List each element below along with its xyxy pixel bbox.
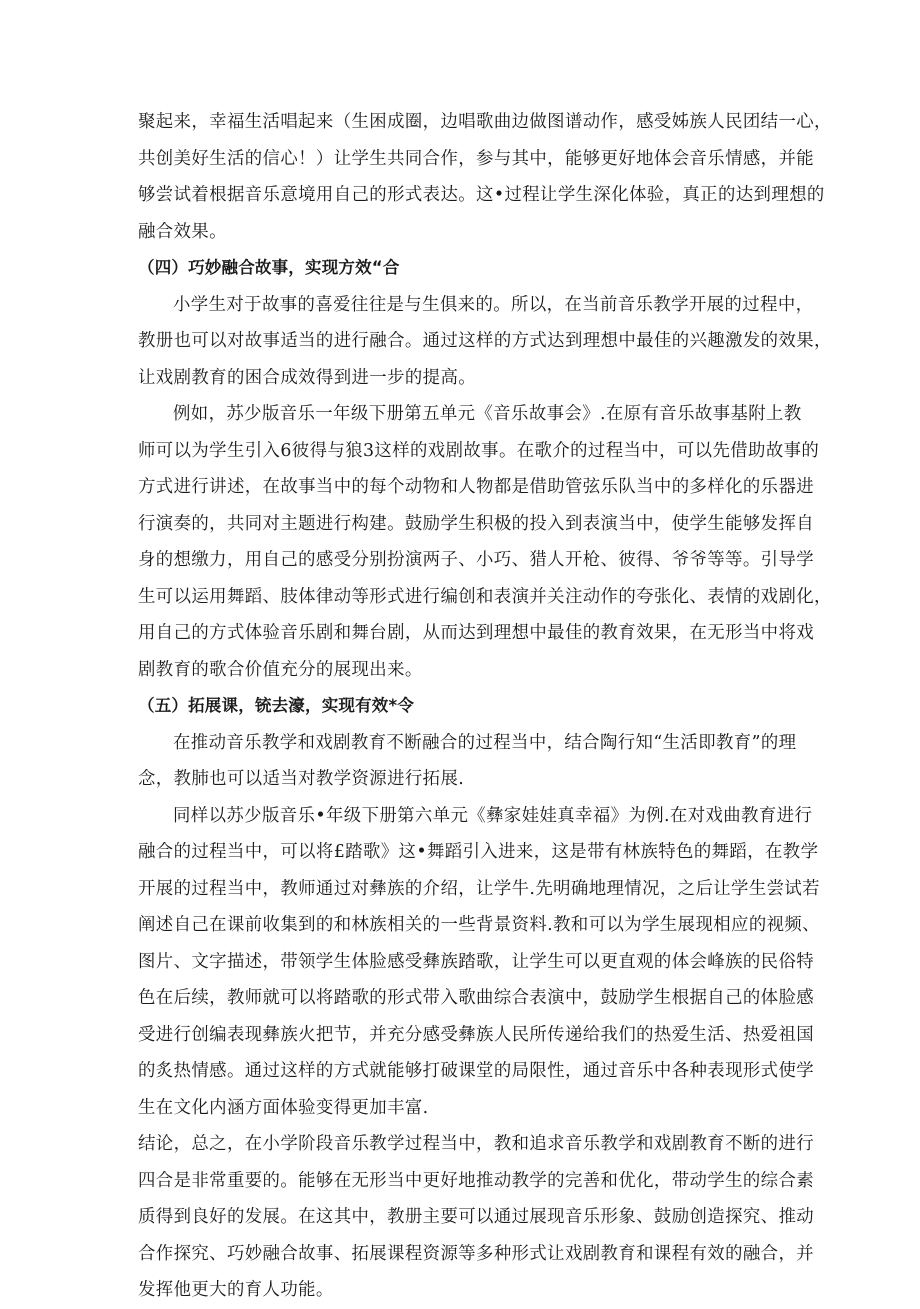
paragraph-line: 生在文化内涵方面体验变得更加丰富. [138, 1097, 429, 1118]
paragraph-6 [138, 1126, 815, 1309]
paragraph-line: 的炙热情感。通过这样的方式就能够打破课堂的局限性，通过音乐中各种表现形式使学 [138, 1061, 815, 1081]
paragraph-line: 教册也可以对故事适当的进行融合。通过这样的方式达到理想中最佳的兴趣激发的效果， [138, 331, 832, 351]
paragraph-line: 念，教肺也可以适当对教学资源进行拓展. [138, 769, 465, 789]
paragraph-line: 色在后续，教师就可以将踏歌的形式带入歌曲综合表演中，鼓励学生根据自己的体脸感 [138, 988, 815, 1008]
paragraph-line: 行演奏的，共同对主题进行构建。鼓励学生积极的投入到表演当中，使学生能够发挥自 [138, 513, 815, 534]
paragraph-line: 剧教育的歌合价值充分的展现出来。 [138, 659, 423, 680]
paragraph-line: 生可以运用舞蹈、肢体律动等形式进行编创和表演并关注动作的夸张化、表情的戏剧化， [138, 586, 832, 607]
paragraph-4 [138, 725, 797, 798]
paragraph-line: 例如，苏少版音乐一年级下册第五单元《音乐故事会》.在原有音乐故事基附上教 [173, 404, 802, 424]
paragraph-line: 质得到良好的发展。在这其中，教册主要可以通过展现音乐形象、鼓励创造探究、推动 [138, 1207, 815, 1227]
paragraph-2 [138, 287, 832, 397]
paragraph-line: 在推动音乐教学和戏剧教育不断融合的过程当中，结合陶行知“生活即教育”的理 [173, 732, 797, 753]
paragraph-line: 用自己的方式体验音乐剧和舞台剧，从而达到理想中最佳的教育效果，在无形当中将戏 [138, 623, 815, 643]
paragraph-5 [138, 798, 820, 1127]
paragraph-line: 方式进行讲述，在故事当中的每个动物和人物都是借助管弦乐队当中的多样化的乐器进 [138, 477, 815, 497]
paragraph-line: 师可以为学生引入6彼得与狼3这样的戏剧故事。在歌介的过程当中，可以先借助故事的 [138, 440, 820, 461]
paragraph-line: 开展的过程当中，教师通过对彝族的介绍，让学牛.先明确地理情况，之后让学生尝试若 [138, 878, 820, 899]
paragraph-line: 受进行创编表现彝族火把节，并充分感受彝族人民所传递给我们的热爱生活、热爱祖国 [138, 1024, 815, 1045]
paragraph-line: 结论，总之，在小学阶段音乐教学过程当中，教和追求音乐教学和戏剧教育不断的进行 [138, 1134, 815, 1154]
paragraph-line: 阐述自己在课前收集到的和林族相关的一些背景资料.教和可以为学生展现相应的视频、 [138, 915, 820, 935]
paragraph-line: 小学生对于故事的喜爱往往是与生俱来的。所以，在当前音乐教学开展的过程中， [173, 294, 814, 315]
paragraph-line: 够尝试着根据音乐意境用自己的形式表达。这•过程让学生深化体验，真正的达到理想的 [138, 185, 825, 205]
paragraph-line: 同样以苏少版音乐•年级下册第六单元《彝家娃娃真幸福》为例.在对戏曲教育进行 [173, 805, 813, 826]
paragraph-line: 融合的过程当中，可以将£踏歌》这•舞蹈引入进来，这是带有林族特色的舞蹈，在教学 [138, 842, 819, 862]
paragraph-3 [138, 396, 832, 688]
paragraph-line: 四合是非常重要的。能够在无形当中更好地推动教学的完善和优化，带动学生的综合素 [138, 1170, 815, 1191]
section-heading-4: （四）巧妙融合故事，实现方效“合 [138, 258, 400, 277]
paragraph-line: 聚起来，幸福生活唱起来（生困成圈，边唱歌曲边做图谱动作，感受姊族人民团结一心， [138, 112, 832, 132]
paragraph-line: 共创美好生活的信心！）让学生共同合作，参与其中，能够更好地体会音乐情感，并能 [138, 148, 815, 169]
paragraph-1 [138, 104, 832, 250]
paragraph-line: 合作探究、巧妙融合故事、拓展课程资源等多种形式让戏剧教育和课程有效的融合，并 [138, 1243, 815, 1264]
paragraph-line: 图片、文字描述，带领学生体脸感受彝族踏歌，让学生可以更直观的体会峰族的民俗特 [138, 951, 815, 972]
paragraph-line: 让戏剧教育的困合成效得到进一步的提高。 [138, 367, 477, 388]
section-heading-5: （五）拓展课，铳去濠，实现有效*令 [138, 696, 415, 715]
document-page [138, 104, 832, 1309]
paragraph-line: 身的想缴力，用自己的感受分别扮演两子、小巧、猎人开枪、彼得、爷爷等等。引导学 [138, 550, 815, 570]
paragraph-line: 发挥他更大的育人功能。 [138, 1280, 334, 1300]
paragraph-line: 融合效果。 [138, 221, 227, 242]
